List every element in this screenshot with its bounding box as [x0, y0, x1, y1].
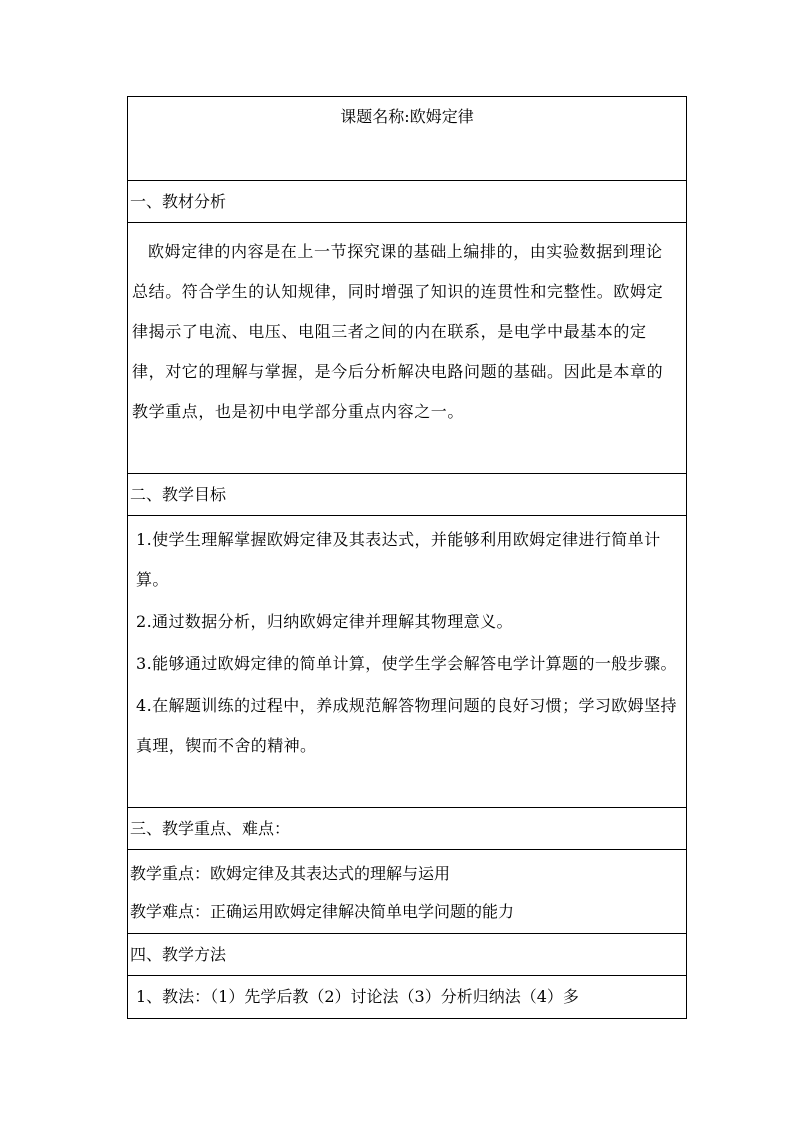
key-points-cell [128, 850, 686, 934]
teaching-goals-list [128, 516, 686, 808]
goal-item: 3.能够通过欧姆定律的简单计算，使学生学会解答电学计算题的一般步骤。 [136, 654, 677, 673]
goal-item: 2.通过数据分析，归纳欧姆定律并理解其物理意义。 [136, 612, 513, 631]
title-cell [128, 97, 686, 181]
material-analysis-text: 欧姆定律的内容是在上一节探究课的基础上编排的，由实验数据到理论总结。符合学生的认知规律，同时增强了知识的连贯性和完整性。欧姆定律揭示了电流、电压、电阻三者之间的内在联系，是电学中最基本的定律，对它的理解与掌握，是今后分析解决电路问题的基础。因此是本章的教学重点，也是初中电学部分重点内容之一。 [128, 223, 686, 474]
key-points-heading: 三、教学重点、难点： [128, 808, 686, 850]
goal-item: 1.使学生理解掌握欧姆定律及其表达式，并能够利用欧姆定律进行简单计算。 [136, 530, 661, 589]
material-analysis-heading: 一、教材分析 [128, 181, 686, 223]
teaching-goals-heading: 二、教学目标 [128, 474, 686, 516]
teaching-key-point: 教学重点：欧姆定律及其表达式的理解与运用 [130, 864, 451, 883]
lesson-plan-table [127, 96, 687, 1019]
goal-item: 4.在解题训练的过程中，养成规范解答物理问题的良好习惯；学习欧姆坚持真理，锲而不舍的精神。 [136, 696, 677, 755]
teaching-difficult-point: 教学难点：正确运用欧姆定律解决简单电学问题的能力 [130, 902, 515, 921]
lesson-title: 课题名称:欧姆定律 [340, 107, 474, 126]
teaching-methods-heading: 四、教学方法 [128, 934, 686, 976]
teaching-methods-text: 1、教法：（1）先学后教（2）讨论法（3）分析归纳法（4）多 [136, 987, 579, 1006]
